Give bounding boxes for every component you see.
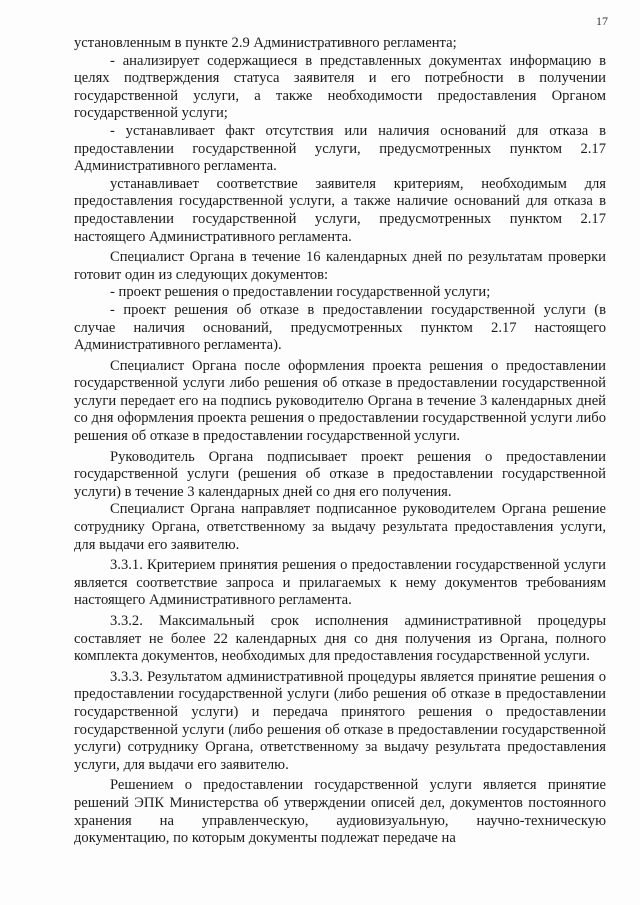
- paragraph: 3.3.2. Максимальный срок исполнения административной процедуры составляет не более 22 календарных дня со дня получения из Органа, полного комплекта документов, необходимых для предоставления государственной услуги.: [74, 613, 606, 665]
- paragraph: - устанавливает факт отсутствия или наличия оснований для отказа в предоставлении государственной услуги, предусмотренных пунктом 2.17 Административного регламента.: [74, 122, 606, 175]
- document-body: [74, 35, 606, 848]
- paragraph: устанавливает соответствие заявителя критериям, необходимым для предоставления государственной услуги, а также наличие оснований для отказа в предоставлении государственной услуги, предусмотренных пунктом 2.17 настоящего Административного регламента.: [74, 175, 606, 245]
- paragraph: Специалист Органа в течение 16 календарных дней по результатам проверки готовит один из следующих документов:: [74, 249, 606, 283]
- paragraph: Руководитель Органа подписывает проект решения о предоставлении государственной услуги (решения об отказе в предоставлении государственной услуги) в течение 3 календарных дней со дня его получения.: [74, 448, 606, 500]
- paragraph: - проект решения о предоставлении государственной услуги;: [110, 284, 491, 301]
- paragraph: Специалист Органа направляет подписанное руководителем Органа решение сотруднику Органа, ответственному за выдачу результата предоставления услуги, для выдачи его заявителю.: [74, 501, 606, 553]
- paragraph: 3.3.1. Критерием принятия решения о предоставлении государственной услуги является соответствие запроса и прилагаемых к нему документов требованиям настоящего Административного регламента.: [74, 557, 606, 609]
- paragraph: - анализирует содержащиеся в представленных документах информацию в целях подтверждения статуса заявителя и его потребности в получении государственной услуги, а также необходимости предоставления Органом государственной услуги;: [74, 52, 606, 122]
- paragraph: - проект решения об отказе в предоставлении государственной услуги (в случае наличия оснований, предусмотренных пунктом 2.17 настоящего Административного регламента).: [74, 301, 606, 354]
- paragraph: установленным в пункте 2.9 Административного регламента;: [74, 35, 457, 51]
- paragraph: 3.3.3. Результатом административной процедуры является принятие решения о предоставлении государственной услуги (либо решения об отказе в предоставлении государственной услуги) и передача принятого решения о предоставлении государственной услуги (либо решения об отказе в предоставлении государственной услуги) сотруднику Органа, ответственному за выдачу результата предоставления услуги, для выдачи его заявителю.: [74, 668, 606, 773]
- page-number: 17: [596, 14, 608, 28]
- paragraph: Специалист Органа после оформления проекта решения о предоставлении государственной услуги либо решения об отказе в предоставлении государственной услуги передает его на подпись руководителю Органа в течение 3 календарных дней со дня оформления проекта решения о предоставлении государственной услуги либо решения об отказе в предоставлении государственной услуги.: [74, 357, 606, 445]
- paragraph: Решением о предоставлении государственной услуги является принятие решений ЭПК Министерства об утверждении описей дел, документов постоянного хранения на управленческую, аудиовизуальную, научно-техническую документацию, по которым документы подлежат передаче на: [74, 777, 606, 847]
